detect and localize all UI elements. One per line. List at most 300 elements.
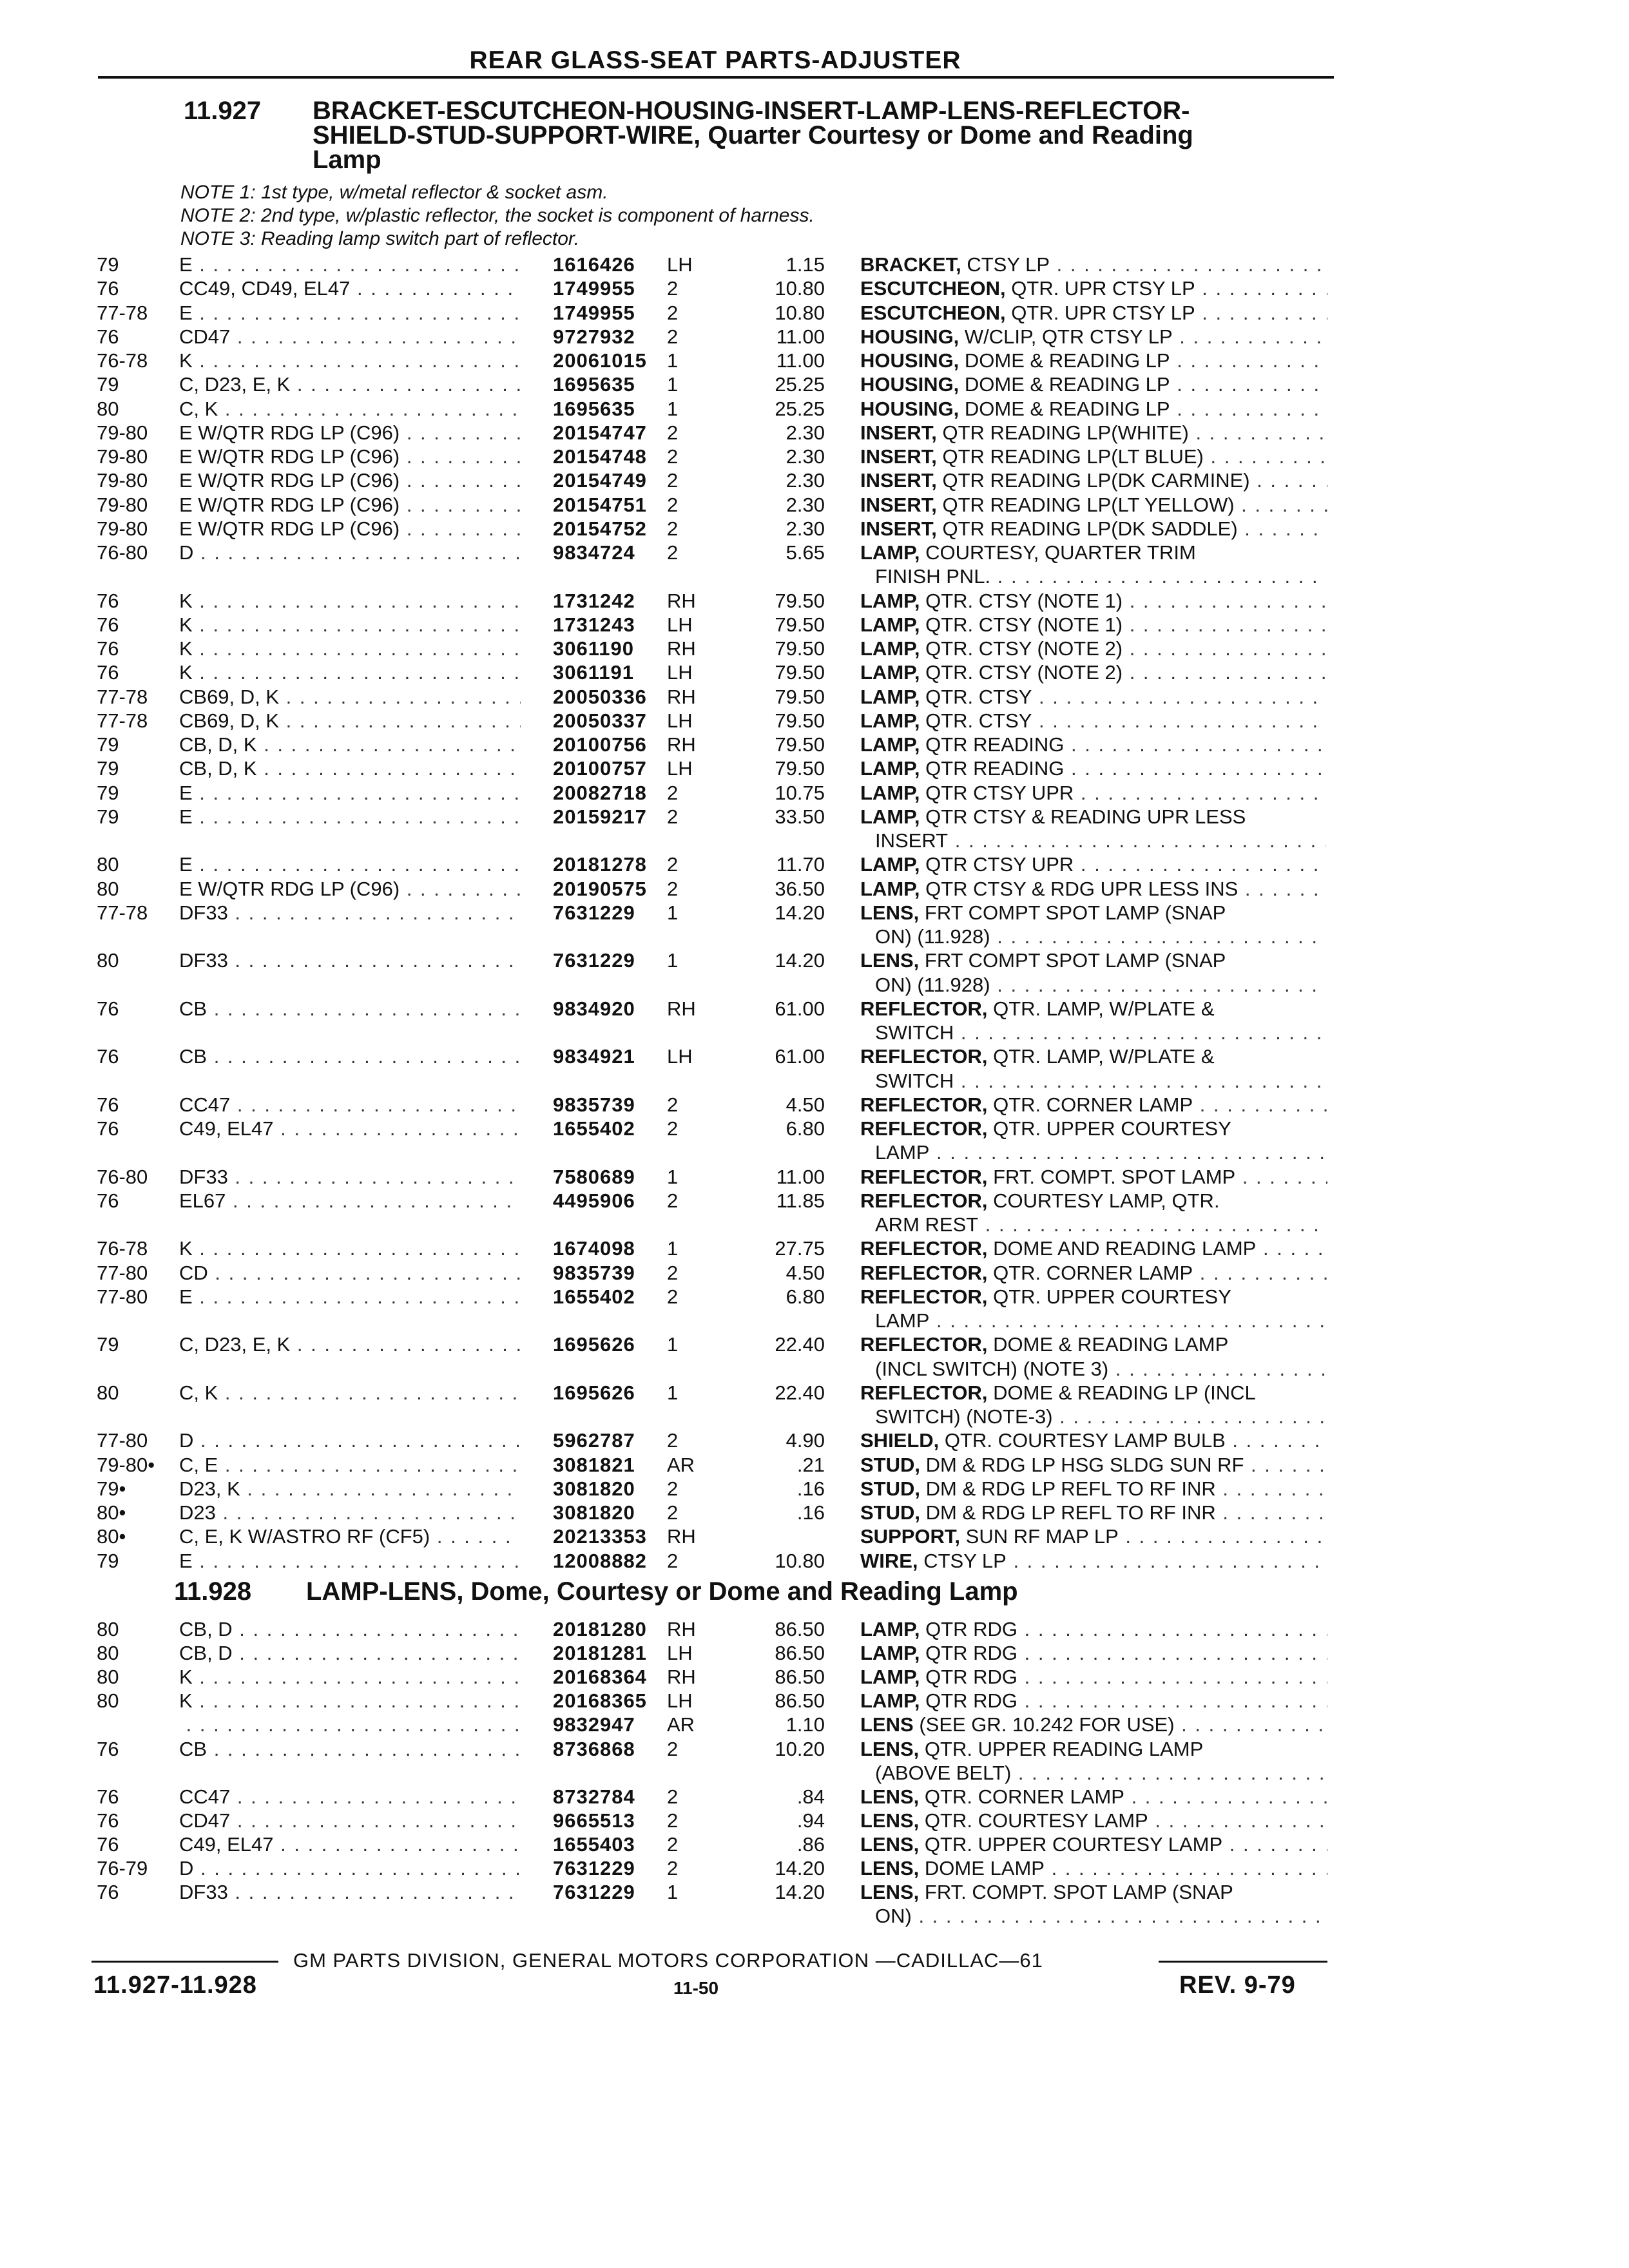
row-part-name: LAMP,: [860, 853, 920, 876]
row-price: 10.75: [775, 781, 825, 804]
table-row-continuation: [0, 1405, 1629, 1428]
row-part-number: 20154751: [553, 493, 647, 516]
row-part-desc: DM & RDG LP REFL TO RF INR: [925, 1501, 1216, 1524]
footer-rule-left: [92, 1961, 278, 1963]
row-models: CB, D . . .: [179, 1617, 521, 1641]
row-part-desc: QTR READING LP(LT YELLOW): [942, 493, 1235, 516]
row-price: 10.80: [775, 277, 825, 300]
row-year: 79-80: [97, 421, 148, 444]
table-row: [0, 1713, 1629, 1736]
section-title-line-3: Lamp: [313, 146, 381, 174]
row-part-desc: QTR. CTSY (NOTE 2): [925, 661, 1123, 684]
row-price: 22.40: [775, 1333, 825, 1356]
table-row: [0, 709, 1629, 733]
row-description: [860, 1713, 1327, 1736]
table-row: [0, 660, 1629, 684]
row-part-number: 12008882: [553, 1549, 647, 1572]
row-part-name: LENS: [860, 1713, 914, 1736]
row-part-desc: QTR. CTSY (NOTE 2): [925, 637, 1123, 660]
row-models: CC49, CD49, EL47 . . .: [179, 276, 521, 300]
row-description-continued: FINISH PNL. . . .: [875, 564, 1326, 588]
row-part-number: 20154749: [553, 469, 647, 492]
row-part-number: 9835739: [553, 1261, 635, 1284]
row-quantity: 2: [667, 1501, 679, 1524]
row-quantity: 2: [667, 517, 679, 540]
table-row: [0, 1428, 1629, 1452]
row-part-desc: QTR READING LP(DK SADDLE): [942, 517, 1238, 540]
row-models: C, E, K W/ASTRO RF (CF5) . . .: [179, 1524, 521, 1548]
row-models: [179, 1713, 521, 1736]
row-quantity: LH: [667, 661, 693, 684]
row-part-number: 20181281: [553, 1642, 647, 1665]
row-part-name: WIRE,: [860, 1549, 918, 1572]
row-models: CB69, D, K . . .: [179, 685, 521, 709]
row-quantity: LH: [667, 1689, 693, 1713]
row-quantity: AR: [667, 1713, 695, 1736]
row-price: 79.50: [775, 661, 825, 684]
row-price: 4.90: [786, 1429, 825, 1452]
row-year: 80: [97, 1666, 119, 1689]
row-part-number: 1616426: [553, 253, 635, 276]
row-price: 25.25: [775, 397, 825, 420]
row-year: 79: [97, 373, 119, 396]
row-part-name: STUD,: [860, 1453, 920, 1476]
row-price: .16: [796, 1477, 825, 1500]
row-quantity: 2: [667, 277, 679, 300]
row-models: DF33 . . .: [179, 948, 521, 972]
row-part-name: HOUSING,: [860, 397, 959, 420]
row-description-continued: ON) (11.928) . . .: [875, 973, 1326, 997]
row-year: 79-80: [97, 445, 148, 468]
row-quantity: 2: [667, 1117, 679, 1140]
row-description: [860, 493, 1327, 517]
row-part-number: 20159217: [553, 805, 647, 828]
row-models: E . . .: [179, 1285, 521, 1309]
row-part-desc: QTR RDG: [925, 1642, 1018, 1665]
row-part-number: 7631229: [553, 1857, 635, 1879]
row-part-number: 3081820: [553, 1477, 635, 1500]
row-models: K . . .: [179, 1665, 521, 1689]
row-part-number: 20050336: [553, 685, 647, 708]
row-part-desc: FRT. COMPT. SPOT LAMP: [993, 1165, 1236, 1188]
row-year: 76-78: [97, 349, 148, 372]
row-part-name: STUD,: [860, 1477, 920, 1500]
row-year: 79: [97, 253, 119, 276]
row-models: DF33 . . .: [179, 901, 521, 925]
row-description: [860, 1044, 1327, 1068]
row-part-desc: DOME & READING LP: [964, 349, 1170, 372]
row-quantity: 2: [667, 1429, 679, 1452]
table-row: [0, 1236, 1629, 1260]
row-description-continued: ON) (11.928) . . .: [875, 925, 1326, 948]
row-part-name: REFLECTOR,: [860, 1285, 988, 1308]
row-description: [860, 1785, 1327, 1809]
row-part-name: REFLECTOR,: [860, 1189, 988, 1212]
row-price: 14.20: [775, 1881, 825, 1904]
row-quantity: 2: [667, 1285, 679, 1308]
row-description: [860, 1737, 1327, 1761]
row-models: C, D23, E, K . . .: [179, 372, 521, 396]
row-part-name: ESCUTCHEON,: [860, 301, 1006, 324]
row-part-name: SUPPORT,: [860, 1525, 961, 1548]
row-part-desc: QTR. CORNER LAMP: [993, 1261, 1193, 1284]
row-part-name: LAMP,: [860, 709, 920, 732]
row-year: 76: [97, 589, 119, 612]
row-description: [860, 1236, 1327, 1260]
row-description: [860, 733, 1327, 756]
row-year: 80: [97, 853, 119, 876]
section-2-number: 11.928: [174, 1577, 252, 1606]
row-description: [860, 613, 1327, 637]
row-part-desc: QTR. COURTESY LAMP: [924, 1809, 1148, 1832]
table-row: [0, 1093, 1629, 1117]
row-year: 79: [97, 1333, 119, 1356]
row-year: 76: [97, 1881, 119, 1904]
row-part-desc: CTSY LP: [923, 1549, 1007, 1572]
row-part-number: 1695626: [553, 1333, 635, 1356]
row-year: 80•: [97, 1501, 126, 1524]
row-description: [860, 1189, 1327, 1213]
row-year: 77-80: [97, 1429, 148, 1452]
row-year: 76: [97, 277, 119, 300]
row-models: D . . .: [179, 541, 521, 564]
table-row: [0, 253, 1629, 276]
row-models: D23, K . . .: [179, 1477, 521, 1501]
row-models: E W/QTR RDG LP (C96) . . .: [179, 877, 521, 901]
row-year: 76: [97, 637, 119, 660]
row-quantity: 2: [667, 1832, 679, 1856]
row-part-desc: QTR. COURTESY LAMP BULB: [944, 1429, 1226, 1452]
table-row: [0, 1617, 1629, 1641]
row-year: 80•: [97, 1525, 126, 1548]
row-description: [860, 589, 1327, 613]
row-part-number: 9727932: [553, 325, 635, 348]
row-part-number: 1749955: [553, 301, 635, 324]
table-row: [0, 517, 1629, 541]
row-price: 79.50: [775, 613, 825, 636]
row-description: [860, 253, 1327, 276]
row-quantity: 1: [667, 1381, 679, 1404]
row-year: 79-80•: [97, 1453, 155, 1476]
row-part-number: 1731243: [553, 613, 635, 636]
row-part-name: INSERT,: [860, 445, 937, 468]
row-year: 77-78: [97, 301, 148, 324]
row-part-name: INSERT,: [860, 493, 937, 516]
row-description: [860, 1165, 1327, 1189]
table-row: [0, 1641, 1629, 1665]
row-year: 76: [97, 1785, 119, 1808]
row-part-name: LAMP,: [860, 637, 920, 660]
row-description: [860, 1832, 1327, 1856]
row-part-number: 1695635: [553, 373, 635, 396]
table-row: [0, 421, 1629, 445]
row-year: 76: [97, 1045, 119, 1068]
row-price: 79.50: [775, 589, 825, 612]
row-quantity: 2: [667, 1809, 679, 1832]
table-row: [0, 445, 1629, 468]
row-part-name: REFLECTOR,: [860, 997, 988, 1020]
row-part-desc: QTR. UPPER READING LAMP: [924, 1737, 1204, 1760]
row-quantity: 2: [667, 445, 679, 468]
row-part-desc: QTR. LAMP, W/PLATE &: [993, 997, 1215, 1020]
row-year: 77-80: [97, 1285, 148, 1308]
row-description: [860, 1880, 1327, 1904]
row-models: CB, D, K . . .: [179, 733, 521, 756]
row-price: 79.50: [775, 709, 825, 732]
row-part-number: 20050337: [553, 709, 647, 732]
row-year: 80: [97, 1642, 119, 1665]
table-row: [0, 733, 1629, 756]
row-part-desc: QTR CTSY UPR: [925, 781, 1074, 804]
table-row: [0, 613, 1629, 637]
row-part-number: 20190575: [553, 877, 647, 900]
table-row: [0, 1524, 1629, 1548]
row-description: [860, 805, 1327, 829]
row-part-number: 20154748: [553, 445, 647, 468]
row-description: [860, 781, 1327, 805]
row-part-desc: CTSY LP: [967, 253, 1050, 276]
row-year: 76-79: [97, 1857, 148, 1879]
row-quantity: 2: [667, 877, 679, 900]
row-year: 77-78: [97, 901, 148, 924]
row-price: 22.40: [775, 1381, 825, 1404]
table-row: [0, 637, 1629, 660]
row-part-number: 9832947: [553, 1713, 635, 1736]
row-quantity: 2: [667, 1785, 679, 1808]
section-title-line-2: SHIELD-STUD-SUPPORT-WIRE, Quarter Courtesy or Dome and Reading: [313, 121, 1193, 149]
table-row: [0, 1477, 1629, 1501]
row-models: D . . .: [179, 1428, 521, 1452]
row-quantity: 2: [667, 1189, 679, 1212]
row-description: [860, 372, 1327, 396]
row-part-desc: FRT COMPT SPOT LAMP (SNAP: [924, 949, 1226, 972]
row-quantity: LH: [667, 709, 693, 732]
row-price: 79.50: [775, 733, 825, 756]
row-price: .16: [796, 1501, 825, 1524]
row-year: 80: [97, 397, 119, 420]
row-part-name: LAMP,: [860, 733, 920, 756]
row-part-desc: QTR. UPR CTSY LP: [1011, 277, 1195, 300]
row-part-number: 3061191: [553, 661, 634, 684]
row-price: 2.30: [786, 421, 825, 444]
row-price: 27.75: [775, 1237, 825, 1260]
row-price: 1.15: [786, 253, 825, 276]
row-quantity: RH: [667, 1666, 696, 1689]
row-part-number: 9835739: [553, 1093, 635, 1116]
row-part-number: 5962787: [553, 1429, 635, 1452]
row-quantity: 2: [667, 1857, 679, 1879]
row-price: 86.50: [775, 1689, 825, 1713]
row-models: E W/QTR RDG LP (C96) . . .: [179, 493, 521, 517]
row-part-name: REFLECTOR,: [860, 1261, 988, 1284]
row-year: 79: [97, 757, 119, 780]
row-models: DF33 . . .: [179, 1165, 521, 1189]
row-part-desc: DOME LAMP: [924, 1857, 1045, 1879]
row-description: [860, 349, 1327, 372]
table-row: [0, 1785, 1629, 1809]
row-part-desc: (SEE GR. 10.242 FOR USE): [919, 1713, 1175, 1736]
row-part-desc: SUN RF MAP LP: [965, 1525, 1119, 1548]
row-part-number: 8732784: [553, 1785, 635, 1808]
row-part-desc: DOME & READING LP: [964, 373, 1170, 396]
row-quantity: RH: [667, 685, 696, 708]
row-quantity: 2: [667, 301, 679, 324]
row-part-desc: DOME AND READING LAMP: [993, 1237, 1257, 1260]
table-row-continuation: [0, 1761, 1629, 1785]
row-part-number: 1695635: [553, 397, 635, 420]
row-part-name: LENS,: [860, 1737, 920, 1760]
row-part-number: 4495906: [553, 1189, 635, 1212]
row-part-number: 8736868: [553, 1737, 635, 1760]
section-number: 11.927: [184, 97, 262, 125]
row-description: [860, 1524, 1327, 1548]
row-part-number: 9834921: [553, 1045, 635, 1068]
row-year: 80: [97, 877, 119, 900]
row-quantity: RH: [667, 733, 696, 756]
row-description: [860, 685, 1327, 709]
row-models: C, D23, E, K . . .: [179, 1332, 521, 1356]
row-part-name: INSERT,: [860, 421, 937, 444]
table-row: [0, 781, 1629, 805]
row-part-desc: QTR. UPPER COURTESY: [993, 1285, 1231, 1308]
row-models: C, K . . .: [179, 397, 521, 421]
row-models: CB . . .: [179, 997, 521, 1021]
row-part-name: LAMP,: [860, 661, 920, 684]
row-models: E . . .: [179, 781, 521, 805]
row-description: [860, 1332, 1327, 1356]
row-part-number: 20168364: [553, 1666, 647, 1689]
row-quantity: 2: [667, 1737, 679, 1760]
row-description-continued: LAMP . . .: [875, 1140, 1326, 1164]
row-models: K . . .: [179, 589, 521, 613]
row-quantity: 1: [667, 349, 679, 372]
row-description: [860, 1453, 1327, 1477]
row-part-number: 9834920: [553, 997, 635, 1020]
row-description: [860, 541, 1327, 564]
row-part-number: 7631229: [553, 901, 635, 924]
row-description-continued: ON) . . .: [875, 1904, 1326, 1928]
row-part-desc: QTR READING LP(LT BLUE): [942, 445, 1204, 468]
row-description: [860, 637, 1327, 660]
row-quantity: LH: [667, 613, 693, 636]
row-year: 76: [97, 1093, 119, 1116]
row-part-number: 3081820: [553, 1501, 635, 1524]
table-row: [0, 901, 1629, 925]
table-row-continuation: [0, 1309, 1629, 1332]
row-quantity: 1: [667, 901, 679, 924]
row-part-desc: QTR. CORNER LAMP: [993, 1093, 1193, 1116]
table-row: [0, 1665, 1629, 1689]
row-quantity: LH: [667, 757, 693, 780]
row-models: CB69, D, K . . .: [179, 709, 521, 733]
row-part-number: 20168365: [553, 1689, 647, 1713]
row-quantity: 2: [667, 1093, 679, 1116]
table-row: [0, 805, 1629, 829]
row-price: .86: [796, 1832, 825, 1856]
row-part-desc: QTR. LAMP, W/PLATE &: [993, 1045, 1215, 1068]
row-year: 76: [97, 613, 119, 636]
table-row: [0, 349, 1629, 372]
table-row: [0, 1189, 1629, 1213]
row-quantity: RH: [667, 997, 696, 1020]
row-part-number: 20082718: [553, 781, 647, 804]
row-description-continued: SWITCH . . .: [875, 1021, 1326, 1044]
row-models: E . . .: [179, 1549, 521, 1573]
row-part-number: 20154752: [553, 517, 647, 540]
row-price: 2.30: [786, 493, 825, 516]
row-description: [860, 1117, 1327, 1140]
row-part-number: 7631229: [553, 949, 635, 972]
row-part-desc: QTR RDG: [925, 1689, 1018, 1713]
row-year: 79-80: [97, 469, 148, 492]
table-row: [0, 325, 1629, 349]
row-models: C, E . . .: [179, 1453, 521, 1477]
row-part-name: REFLECTOR,: [860, 1381, 988, 1404]
row-part-desc: QTR. UPR CTSY LP: [1011, 301, 1195, 324]
row-models: CD . . .: [179, 1261, 521, 1285]
row-part-desc: FRT. COMPT. SPOT LAMP (SNAP: [924, 1881, 1233, 1904]
row-price: 11.00: [776, 1165, 825, 1188]
row-description: [860, 397, 1327, 421]
row-part-name: LENS,: [860, 901, 920, 924]
row-part-desc: QTR READING: [925, 757, 1065, 780]
row-models: DF33 . . .: [179, 1880, 521, 1904]
footer-range: 11.927-11.928: [93, 1972, 257, 1999]
row-part-number: 1655403: [553, 1832, 635, 1856]
row-description: [860, 660, 1327, 684]
row-price: 14.20: [775, 1857, 825, 1879]
row-part-name: HOUSING,: [860, 349, 959, 372]
row-year: 79-80: [97, 493, 148, 516]
row-quantity: 1: [667, 1165, 679, 1188]
row-price: 61.00: [775, 997, 825, 1020]
row-price: 10.80: [775, 1549, 825, 1572]
row-part-desc: QTR CTSY UPR: [925, 853, 1074, 876]
table-row: [0, 301, 1629, 325]
row-description: [860, 517, 1327, 541]
row-description: [860, 1856, 1327, 1880]
table-row: [0, 685, 1629, 709]
note-1: NOTE 1: 1st type, w/metal reflector & socket asm.: [180, 182, 608, 203]
row-part-name: LENS,: [860, 1881, 920, 1904]
row-price: 14.20: [775, 901, 825, 924]
row-models: E . . .: [179, 852, 521, 876]
row-part-name: REFLECTOR,: [860, 1165, 988, 1188]
table-row-continuation: [0, 1904, 1629, 1928]
table-row: [0, 1332, 1629, 1356]
row-price: 79.50: [775, 637, 825, 660]
row-year: 76: [97, 325, 119, 348]
row-price: 11.85: [776, 1189, 825, 1212]
table-row: [0, 397, 1629, 421]
row-quantity: 2: [667, 541, 679, 564]
row-year: 76: [97, 1832, 119, 1856]
row-price: 79.50: [775, 757, 825, 780]
section-2-title: LAMP-LENS, Dome, Courtesy or Dome and Reading Lamp: [306, 1577, 1018, 1606]
row-description: [860, 852, 1327, 876]
row-part-number: 1731242: [553, 589, 635, 612]
row-part-name: REFLECTOR,: [860, 1045, 988, 1068]
row-part-name: LAMP,: [860, 877, 920, 900]
row-year: 76: [97, 1809, 119, 1832]
row-year: 76: [97, 661, 119, 684]
row-quantity: 1: [667, 949, 679, 972]
row-part-desc: QTR. CTSY: [925, 709, 1032, 732]
row-quantity: 1: [667, 1237, 679, 1260]
row-year: 79•: [97, 1477, 126, 1500]
row-part-desc: DM & RDG LP HSG SLDG SUN RF: [925, 1453, 1244, 1476]
header-rule: [98, 76, 1334, 79]
